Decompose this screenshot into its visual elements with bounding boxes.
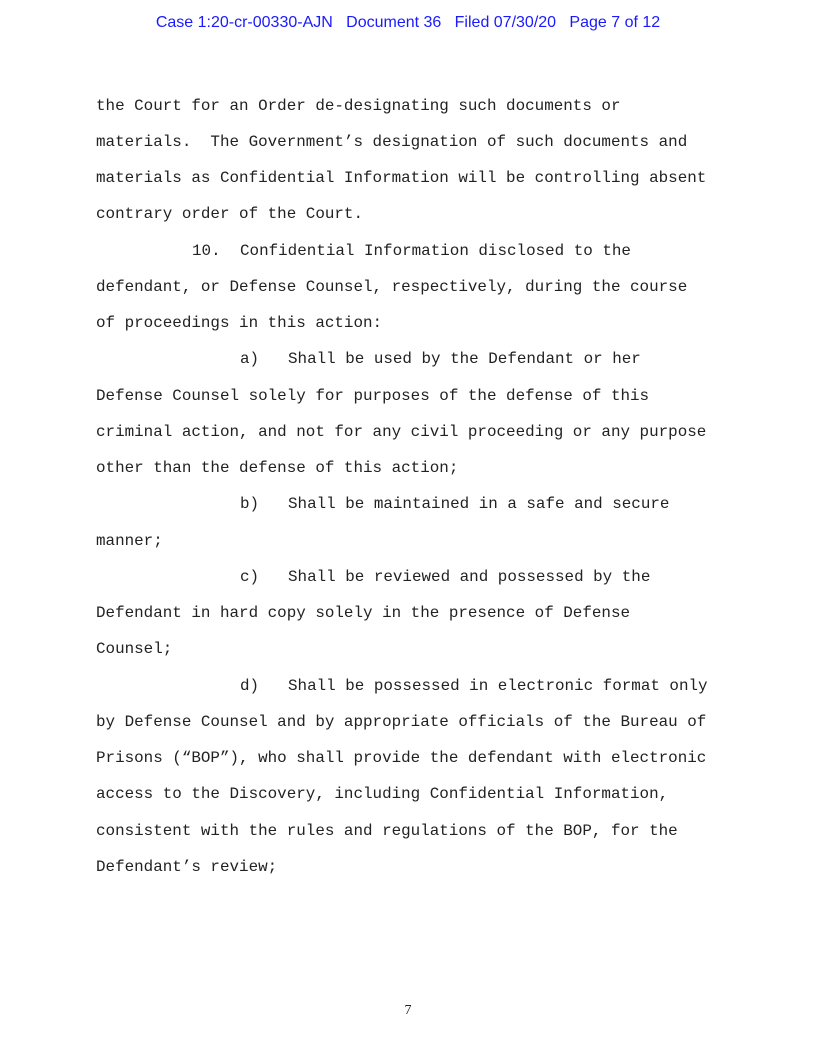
paragraph-number: 10. [192,242,221,260]
body-line: Defense Counsel solely for purposes of the defense of this [96,387,650,405]
page-number: 7 [404,1003,412,1018]
body-line: manner; [96,532,163,550]
body-line: Confidential Information disclosed to the [240,242,631,260]
filed-date: Filed 07/30/20 [454,14,557,31]
item-marker: b) [240,495,260,513]
body-line: Shall be maintained in a safe and secure [288,495,670,513]
item-marker: a) [240,350,260,368]
body-line: Counsel; [96,640,173,658]
body-line: materials. The Government’s designation of such documents and [96,133,688,151]
ecf-header [0,14,816,32]
body-line: defendant, or Defense Counsel, respectively, during the course [96,278,688,296]
body-line: the Court for an Order de-designating such documents or [96,97,621,115]
body-line: other than the defense of this action; [96,459,459,477]
body-line: materials as Confidential Information will be controlling absent [96,169,707,187]
document-number: Document 36 [346,14,442,31]
body-line: Defendant in hard copy solely in the presence of Defense [96,604,631,622]
body-line: Shall be possessed in electronic format only [288,677,708,695]
case-number: Case 1:20-cr-00330-AJN [155,14,333,31]
body-line: contrary order of the Court. [96,205,364,223]
body-line: consistent with the rules and regulations of the BOP, for the [96,822,678,840]
body-line: by Defense Counsel and by appropriate officials of the Bureau of [96,713,707,731]
body-line: access to the Discovery, including Confidential Information, [96,785,669,803]
body-line: Defendant’s review; [96,858,278,876]
page-indicator: Page 7 of 12 [569,14,661,31]
item-marker: c) [240,568,260,586]
body-line: criminal action, and not for any civil proceeding or any purpose [96,423,707,441]
body-line: Shall be reviewed and possessed by the [288,568,651,586]
item-marker: d) [240,677,260,695]
body-line: of proceedings in this action: [96,314,383,332]
body-line: Shall be used by the Defendant or her [288,350,641,368]
body-line: Prisons (“BOP”), who shall provide the defendant with electronic [96,749,707,767]
